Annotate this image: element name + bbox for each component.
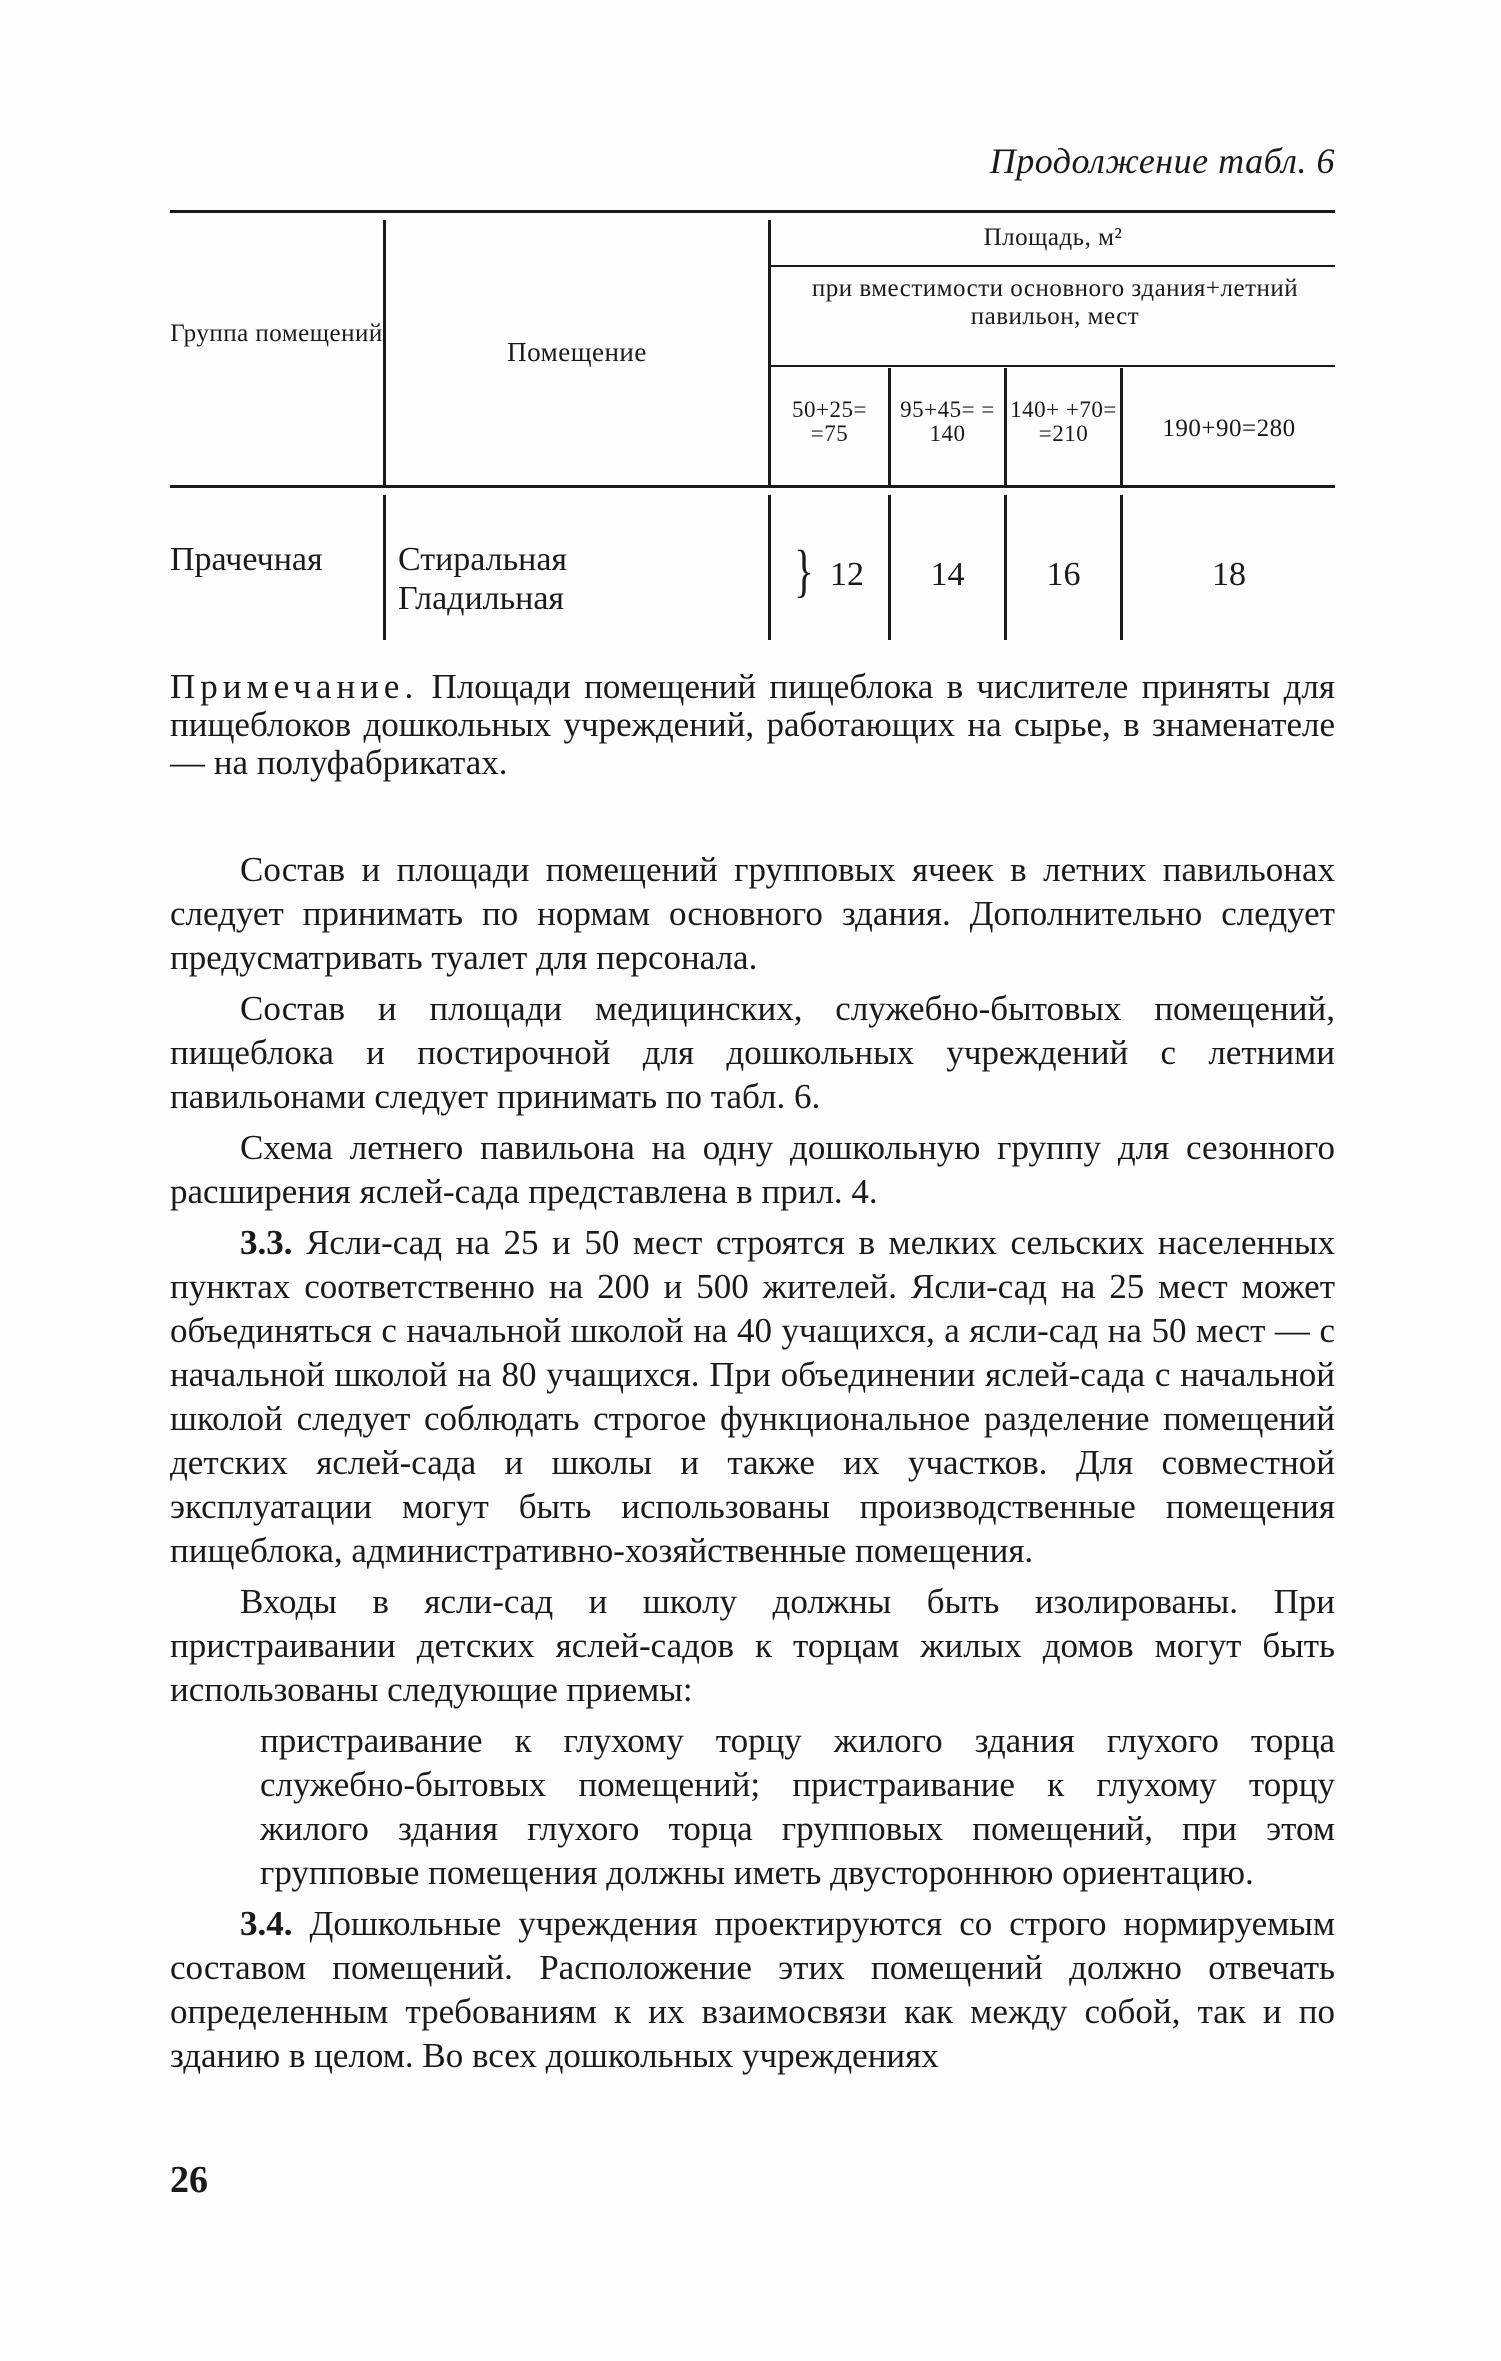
capacity-header-rule — [768, 365, 1335, 367]
capacity-4: 190+90=280 — [1162, 415, 1296, 442]
body-divider-2 — [768, 495, 771, 640]
header-area: Площадь, м² — [983, 224, 1123, 251]
area-table — [170, 210, 1335, 650]
paragraph-text: Дошкольные учреждения проектируются со строго нормируемым составом помещений. Расположение этих помещений должно отвечать определенным требованиям к их взаимосвязи как между собой, так и по зданию в целом. Во всех дошкольных учреждениях — [170, 1904, 1335, 2075]
header-capacity: при вместимости основного здания+летний павильон, мест — [811, 275, 1299, 330]
section-number: 3.3. — [240, 1223, 293, 1262]
paragraph: Состав и площади медицинских, служебно-бытовых помещений, пищеблока и постирочной для дошкольных учреждений с летними павильонами следует принимать по табл. 6. — [170, 989, 1335, 1116]
header-group: Группа помещений — [170, 320, 383, 347]
paragraph: Схема летнего павильона на одну дошкольную группу для сезонного расширения яслей-сада представлена в прил. 4. — [170, 1128, 1335, 1211]
table-note — [170, 668, 1335, 782]
row-group: Прачечная — [170, 541, 323, 578]
table-top-rule — [170, 210, 1335, 213]
note-text: Площади помещений пищеблока в числителе приняты для пищеблоков дошкольных учреждений, работающих на сырье, в знаменателе — на полуфабрикатах. — [170, 667, 1335, 782]
paragraph: Состав и площади помещений групповых ячеек в летних павильонах следует принимать по нормам основного здания. Дополнительно следует предусматривать туалет для персонала. — [170, 850, 1335, 977]
curly-brace: } — [794, 538, 814, 603]
capacity-3: 140+ +70= =210 — [1010, 397, 1117, 447]
area-header-rule — [768, 265, 1335, 267]
note-label: Примечание. — [170, 667, 419, 706]
paragraph-text: Ясли-сад на 25 и 50 мест строятся в мелких сельских населенных пунктах соответственно на 200 и 500 жителей. Ясли-сад на 25 мест может объединяться с начальной школой на 40 учащихся, а ясли-сад на 50 мест — с начальной школой на 80 учащихся. При объединении яслей-сада с начальной школой следует соблюдать строгое функциональное разделение помещений детских яслей-сада и школы и также их участков. Для совместной эксплуатации могут быть использованы производственные помещения пищеблока, административно-хозяйственные помещения. — [170, 1223, 1335, 1570]
indented-paragraph: пристраивание к глухому торцу жилого здания глухого торца служебно-бытовых помещений; пристраивание к глухому торцу жилого здания глухого торца групповых помещений, при этом групповые помещения должны иметь двустороннюю ориентацию. — [260, 1721, 1335, 1892]
paragraph — [170, 1221, 1335, 1573]
paragraph: Входы в ясли-сад и школу должны быть изолированы. При пристраивании детских яслей-садов к торцам жилых домов могут быть использованы следующие приемы: — [170, 1582, 1335, 1709]
row-value-4: 18 — [1212, 556, 1246, 593]
section-number: 3.4. — [240, 1904, 293, 1943]
row-room-1: Стиральная — [398, 541, 568, 578]
capacity-2: 95+45= = 140 — [900, 397, 995, 447]
body-text — [170, 848, 1335, 2085]
paragraph — [170, 1902, 1335, 2078]
table-continuation-label: Продолжение табл. 6 — [989, 141, 1335, 181]
capacity-1: 50+25= =75 — [792, 397, 867, 447]
row-value-3: 16 — [1046, 556, 1081, 593]
row-room-2: Гладильная — [398, 580, 565, 617]
page-number: 26 — [170, 2159, 208, 2201]
row-value-1: 12 — [830, 556, 864, 593]
header-room: Помещение — [507, 337, 647, 367]
header-bottom-rule — [170, 485, 1335, 488]
row-value-2: 14 — [930, 556, 965, 593]
body-divider-1 — [383, 495, 386, 640]
